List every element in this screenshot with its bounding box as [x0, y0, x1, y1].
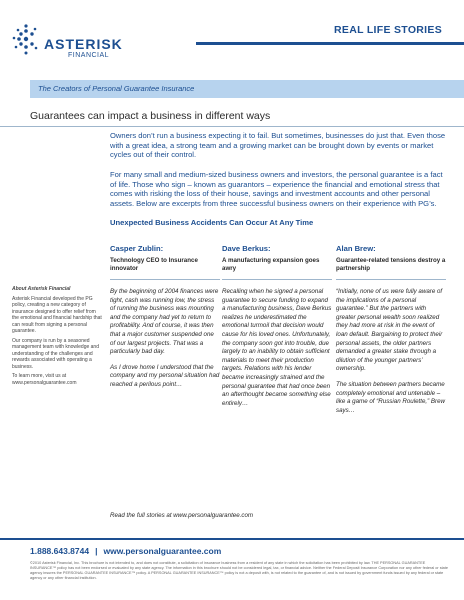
logo-wordmark: ASTERISK	[44, 36, 123, 52]
legal-disclaimer: ©2010 Asterisk Financial, Inc. This brochure is not intended to, and does not constitute, a solicitation of insurance business from a resident of any state in which the solicitation has been prohibited by law. THE PERSONAL GUARANTEE INSURANCE™ policy has not been endorsed or evaluated by any state agency. The information in this brochure should not be considered legal, tax, or financial advice. Neither the Federal Deposit Insurance Corporation nor any other federal or state agency insures the PERSONAL GUARANTEE INSURANCE™ policy. A PERSONAL GUARANTEE INSURANCE™ policy is not a deposit with, is not related to the guarantee of, and is not issued by government funds issued by any federal or state agency or any other financial institution.	[30, 561, 448, 580]
story-name: Casper Zublin:	[110, 244, 164, 253]
sidebar-heading: About Asterisk Financial	[12, 286, 71, 292]
section-headline: Unexpected Business Accidents Can Occur At Any Time	[110, 218, 314, 227]
title-divider	[0, 126, 464, 127]
tagline: The Creators of Personal Guarantee Insurance	[38, 84, 195, 93]
story-text	[336, 288, 446, 415]
intro-paragraph-2: For many small and medium-sized business owners and investors, the personal guarantee is a fact of life. Those who sign – known as guarantors – experience the financial and emotional stress that comes with risking the loss of their house, savings and investment accounts and other personal assets. Below are excerpts from three successful business owners on their experience with PG’s.	[110, 170, 443, 208]
story-role: Guarantee-related tensions destroy a partnership	[336, 257, 446, 272]
story-role: Technology CEO to Insurance innovator	[110, 257, 198, 272]
sidebar-learn-more: To learn more, visit us at www.personalguarantee.com	[12, 373, 77, 386]
story-text	[222, 288, 332, 408]
story-paragraph: As I drove home I understood that the company and my personal situation had reached a perilous point…	[110, 363, 220, 388]
sidebar-paragraph: Asterisk Financial developed the PG policy, creating a new category of insurance designed to offer relief from the emotional and financial hardship that can result from signing a personal guarantee.	[12, 295, 102, 334]
story-name: Dave Berkus:	[222, 244, 271, 253]
column-divider	[110, 279, 220, 280]
logo-subtext: FINANCIAL	[68, 52, 110, 59]
story-column-berkus	[222, 244, 332, 415]
read-full-stories-link[interactable]: Read the full stories at www.personalguarantee.com	[110, 512, 254, 519]
asterisk-financial-logo	[10, 22, 123, 78]
story-paragraph: “Initially, none of us were fully aware of the implications of a personal guarantee.” But the partners with greater personal wealth soon realized they had more at risk in the event of loan default. Bargaining to protect their personal assets, the older partners demanded a greater stake through a dilution of the younger partners’ ownership.	[336, 288, 443, 373]
page-title: Guarantees can impact a business in different ways	[30, 110, 271, 122]
column-divider	[222, 279, 332, 280]
story-role: A manufacturing expansion goes awry	[222, 257, 320, 272]
website-link[interactable]: www.personalguarantee.com	[103, 546, 222, 556]
footer-rule	[0, 538, 464, 540]
section-label: REAL LIFE STORIES	[334, 24, 442, 36]
story-paragraph: The situation between partners became completely emotional and untenable – like a game of “Russian Roulette,” Brew says…	[336, 380, 446, 414]
column-divider	[336, 279, 446, 280]
header	[0, 0, 464, 100]
about-sidebar	[12, 286, 104, 389]
tagline-band-gap	[0, 80, 30, 98]
intro-paragraph-1: Owners don’t run a business expecting it to fail. But sometimes, businesses do just that. Even those with a great idea, a strong team and a growing market can be brought down by events or market cycles out of their control.	[110, 131, 446, 160]
phone-number[interactable]: 1.888.643.8744	[30, 546, 90, 556]
header-rule	[196, 42, 464, 45]
story-paragraph: By the beginning of 2004 finances were tight, cash was running low, the stress of running the business was mounting and the company had yet to return to profitability. And of course, it was then that a major customer suspended one of our largest projects. That was a particularly bad day.	[110, 288, 219, 356]
story-column-brew	[336, 244, 446, 422]
story-text	[110, 288, 220, 390]
contact-separator: |	[95, 546, 98, 556]
sidebar-paragraph: Our company is run by a seasoned management team with knowledge and understanding of the challenges and rewards associated with operating a business.	[12, 337, 99, 370]
story-name: Alan Brew:	[336, 244, 376, 253]
story-paragraph: Recalling when he signed a personal guarantee to secure funding to expand a manufacturing business, Dave Berkus realizes he underestimated the emotional turmoil that decision would cause for his loved ones. Unfortunately, the company soon got into trouble, due largely to an inability to obtain sufficient materials to meet their production targets. Relations with his lender became increasingly strained and the personal guarantee that had once been an afterthought became something else entirely…	[222, 288, 332, 407]
contact-bar	[30, 546, 221, 556]
story-column-zublin	[110, 244, 220, 397]
